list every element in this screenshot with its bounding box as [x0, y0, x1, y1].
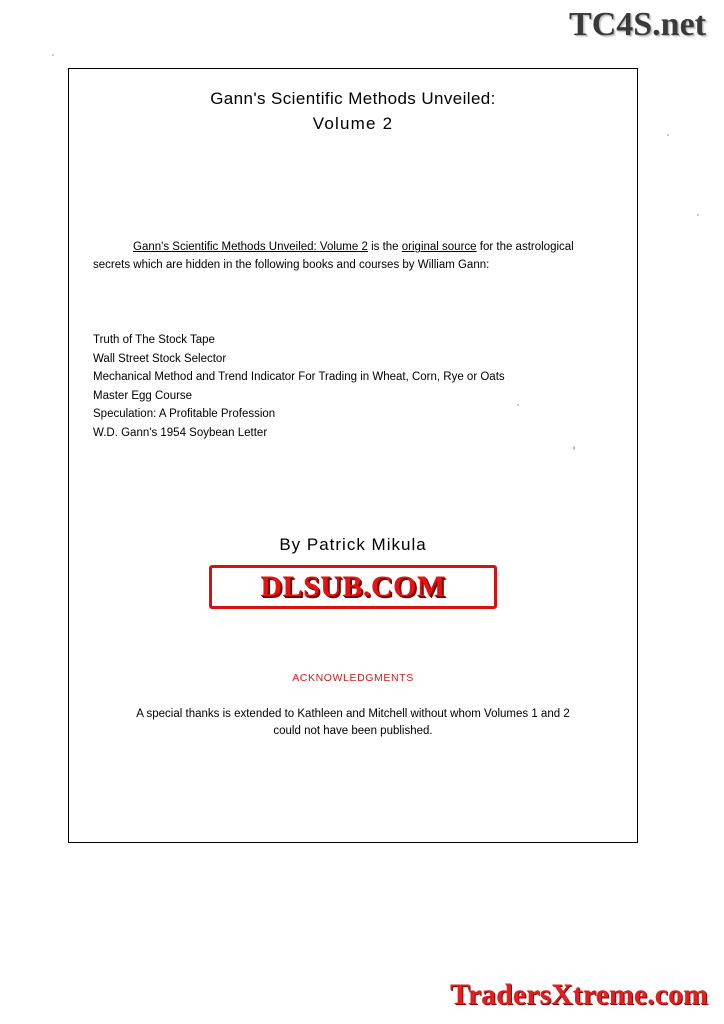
list-item: Truth of The Stock Tape	[93, 333, 215, 346]
intro-line-2: secrets which are hidden in the following books and courses by William Gann:	[93, 259, 490, 272]
site-watermark-bottom: TradersXtreme.com	[450, 978, 708, 1011]
stamp-text: DLSUB.COM	[260, 569, 446, 603]
intro-middle-text: is the	[367, 241, 402, 254]
page-content	[69, 87, 637, 860]
scan-speck	[573, 446, 575, 450]
scan-speck	[697, 214, 699, 216]
acknowledgments-body	[127, 706, 579, 742]
title-line-2: Volume 2	[312, 113, 394, 133]
intro-emphasis-source: original source	[401, 241, 477, 254]
list-item: W.D. Gann's 1954 Soybean Letter	[93, 427, 268, 440]
ack-line-1: A special thanks is extended to Kathleen and Mitchell without whom Volumes 1 and 2	[136, 707, 570, 720]
scanned-page	[68, 68, 638, 843]
site-watermark-top: TC4S.net	[569, 6, 706, 43]
list-item: Mechanical Method and Trend Indicator For Trading in Wheat, Corn, Rye or Oats	[93, 371, 505, 384]
title-line-1: Gann's Scientific Methods Unveiled:	[210, 89, 496, 108]
acknowledgments-heading: ACKNOWLEDGMENTS	[292, 671, 414, 684]
page-title	[69, 87, 637, 136]
list-item: Wall Street Stock Selector	[93, 352, 227, 365]
list-item: Master Egg Course	[93, 389, 193, 402]
intro-emphasis-title: Gann's Scientific Methods Unveiled: Volume 2	[133, 241, 368, 254]
intro-paragraph	[93, 239, 611, 275]
intro-tail-text: for the astrological	[476, 241, 574, 254]
ack-line-2: could not have been published.	[273, 725, 433, 738]
scan-speck	[517, 404, 519, 406]
scan-speck	[667, 134, 669, 136]
dlsub-stamp-watermark	[209, 565, 497, 609]
author-byline: By Patrick Mikula	[279, 534, 427, 554]
book-list	[93, 331, 637, 443]
list-item: Speculation: A Profitable Profession	[93, 408, 276, 421]
scan-speck	[52, 54, 54, 56]
